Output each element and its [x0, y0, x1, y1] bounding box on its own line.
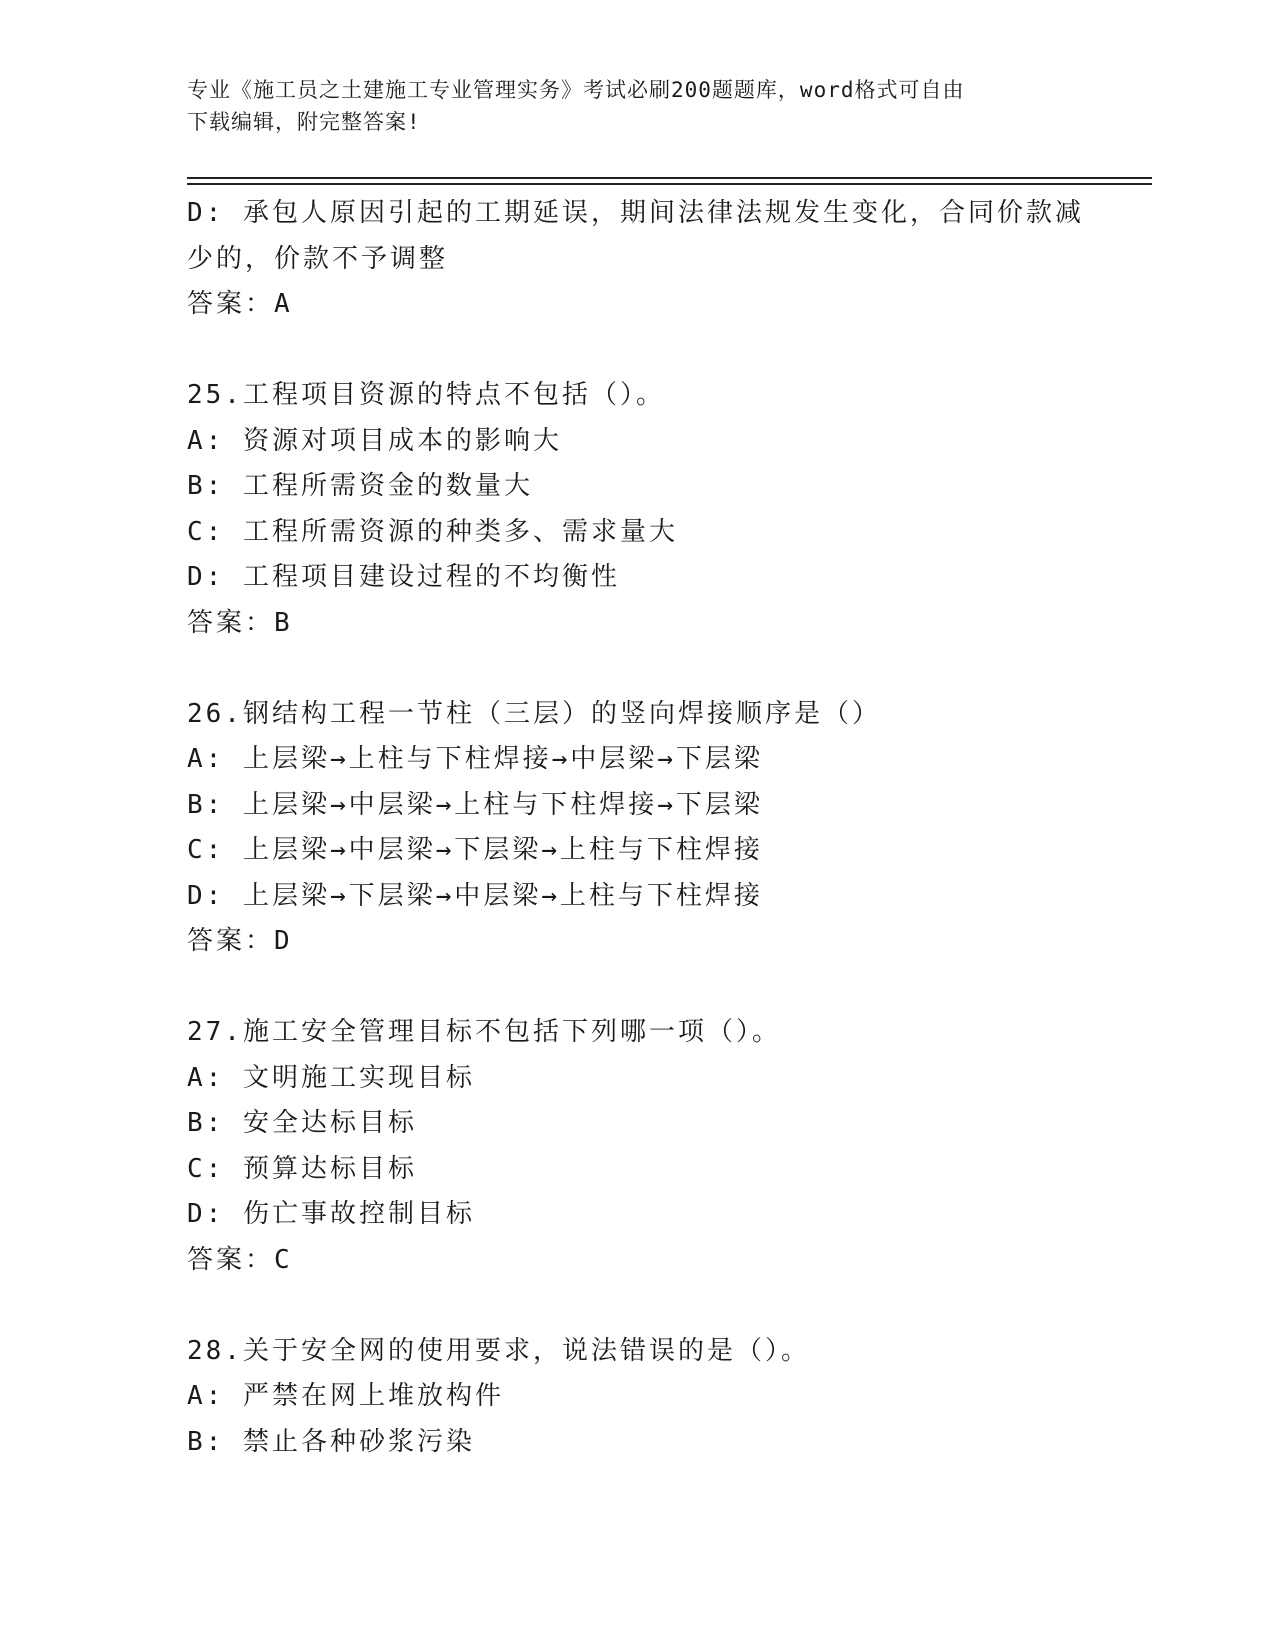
- answer-label: 答案：B: [187, 607, 293, 638]
- document-header: [187, 74, 1067, 138]
- option-a: A: 文明施工实现目标: [187, 1062, 475, 1093]
- answer-label: 答案：A: [187, 289, 293, 319]
- header-divider-bottom: [187, 183, 1152, 185]
- question-25: [187, 373, 1087, 646]
- question-stem: 25.工程项目资源的特点不包括（）。: [187, 380, 665, 410]
- option-d: D: 工程项目建设过程的不均衡性: [187, 562, 620, 592]
- question-stem: 26.钢结构工程一节柱（三层）的竖向焊接顺序是（）: [187, 698, 881, 729]
- option-c: C: 预算达标目标: [187, 1153, 417, 1184]
- option-c: C: 工程所需资源的种类多、需求量大: [187, 516, 678, 547]
- question-spacer: [187, 965, 1087, 1011]
- header-title-line-1: 专业《施工员之土建施工专业管理实务》考试必刷200题题库，word格式可自由: [187, 78, 965, 102]
- question-list: [187, 191, 1087, 1465]
- option-d-line-2: 少的，价款不予调整: [187, 243, 449, 274]
- option-d: D: 伤亡事故控制目标: [187, 1199, 475, 1229]
- answer-label: 答案：C: [187, 1244, 293, 1275]
- question-27: [187, 1010, 1087, 1283]
- question-26: [187, 692, 1087, 965]
- option-a: A: 严禁在网上堆放构件: [187, 1381, 504, 1411]
- option-b: B: 工程所需资金的数量大: [187, 471, 533, 501]
- question-spacer: [187, 328, 1087, 374]
- header-title-line-2: 下载编辑，附完整答案!: [187, 110, 421, 134]
- question-spacer: [187, 1283, 1087, 1329]
- option-d: D: 上层梁→下层梁→中层梁→上柱与下柱焊接: [187, 880, 763, 911]
- question-stem: 28.关于安全网的使用要求，说法错误的是（）。: [187, 1335, 810, 1366]
- option-b: B: 上层梁→中层梁→上柱与下柱焊接→下层梁: [187, 789, 763, 820]
- question-28: [187, 1329, 1087, 1466]
- option-b: B: 禁止各种砂浆污染: [187, 1426, 475, 1457]
- option-b: B: 安全达标目标: [187, 1108, 417, 1138]
- question-stem: 27.施工安全管理目标不包括下列哪一项（）。: [187, 1017, 781, 1047]
- header-divider-top: [187, 177, 1152, 179]
- question-spacer: [187, 646, 1087, 692]
- option-a: A: 资源对项目成本的影响大: [187, 425, 562, 456]
- question-24-continued: [187, 191, 1087, 328]
- option-d-line-1: D: 承包人原因引起的工期延误，期间法律法规发生变化，合同价款减: [187, 198, 1084, 228]
- option-c: C: 上层梁→中层梁→下层梁→上柱与下柱焊接: [187, 835, 763, 865]
- option-a: A: 上层梁→上柱与下柱焊接→中层梁→下层梁: [187, 744, 763, 774]
- answer-label: 答案：D: [187, 926, 293, 956]
